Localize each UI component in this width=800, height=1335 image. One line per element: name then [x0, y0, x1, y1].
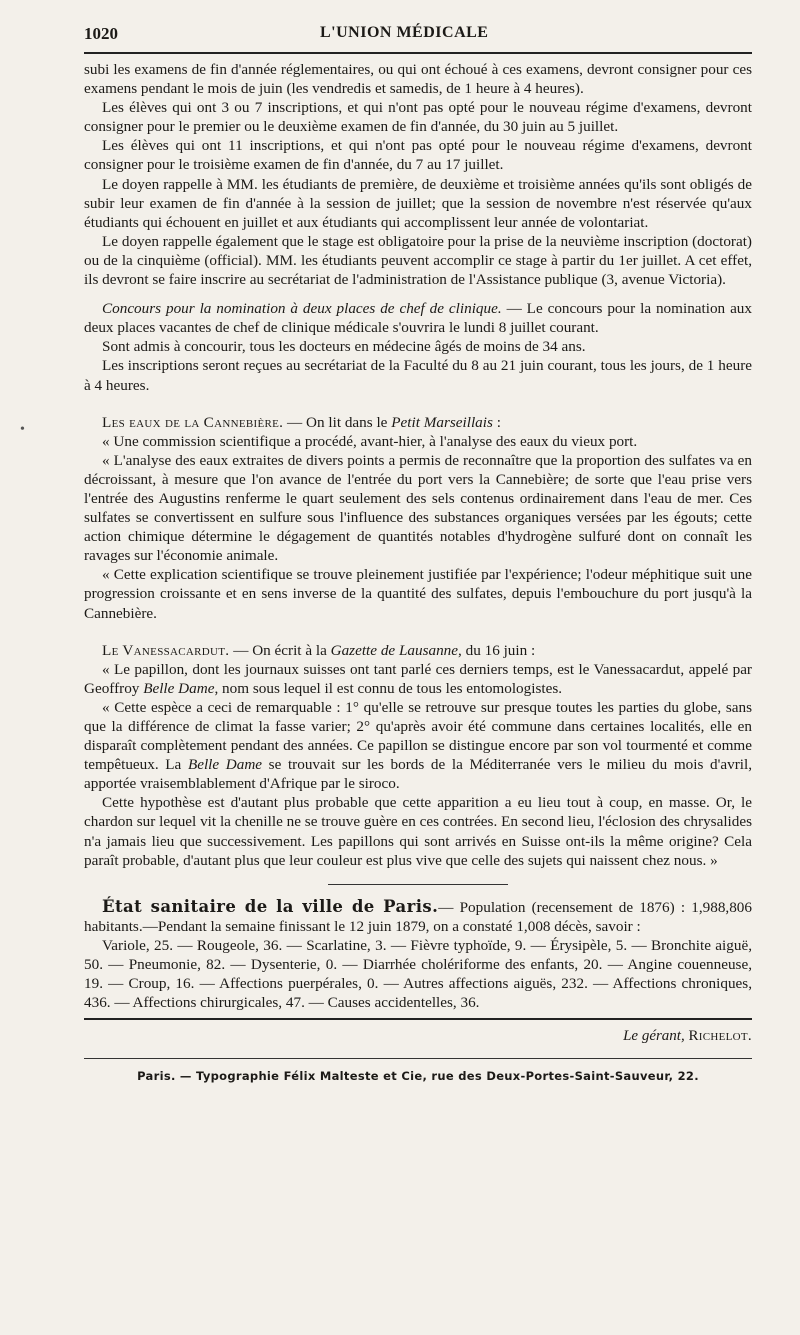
- paragraph-11-inscriptions: Les élèves qui ont 11 inscriptions, et qui n'ont pas opté pour le nouveau régime d'examens, devront consigner pour le troisième examen de fin d'année, du 7 au 17 juillet.: [84, 137, 752, 174]
- paragraph-espece: [84, 698, 752, 793]
- papillon-text-a: « Le papillon, dont les journaux suisses ont tant parlé ces derniers temps, est le Vanessacardut, appelé par Geoffroy: [84, 660, 752, 697]
- paragraph-eaux-heading: [84, 413, 752, 432]
- paragraph-hypothese: Cette hypothèse est d'autant plus probable que cette apparition a eu lieu tout à coup, en masse. Or, le chardon sur lequel vit la chenille ne se trouve guère en ces contrées. En second lieu, l'éclosion des chrysalides n'a jamais lieu que successivement. Les papillons qui sont arrivés en Suisse ont-ils la même origine? Cela paraît probable, d'autant plus que leur couleur est plus vive que celle des sujets qui naissent chez nous. »: [84, 794, 752, 869]
- eaux-colon: :: [492, 413, 501, 431]
- paragraph-concours: [84, 299, 752, 337]
- paragraph-inscriptions: Les inscriptions seront reçues au secrétariat de la Faculté du 8 au 21 juin courant, tous les jours, de 1 heure à 4 heures.: [84, 357, 752, 394]
- eaux-source: Petit Marseillais: [391, 413, 493, 431]
- vanessa-title: Le Vanessacardut.: [102, 641, 230, 659]
- page-header: [84, 18, 752, 52]
- vanessa-date: , du 16 juin :: [458, 641, 536, 659]
- paragraph-doyen-session: Le doyen rappelle à MM. les étudiants de première, de deuxième et troisième années qu'ils sont obligés de subir leur examen de fin d'année à la session de juillet; que la session de novembre n'est réservée qu'aux étudiants qui échouent en juillet et aux étudiants qui accomplissent leur année de volontariat.: [84, 175, 752, 231]
- page-number: 1020: [84, 24, 118, 43]
- etat-title: État sanitaire de la ville de Paris.: [102, 896, 439, 916]
- espece-text-c: se trouvait sur les bords de la Méditerranée vers le milieu du mois d'avril, apportée vraisemblablement d'Afrique par le siroco.: [84, 756, 752, 793]
- paragraph-papillon: [84, 660, 752, 698]
- gerant-label: Le gérant,: [623, 1028, 689, 1045]
- eaux-title: Les eaux de la Cannebière.: [102, 413, 284, 431]
- paragraph-doyen-stage: Le doyen rappelle également que le stage est obligatoire pour la prise de la neuvième inscription (doctorat) ou de la cinquième (official). MM. les étudiants peuvent accomplir ce stage à partir du 1er juillet. A cet effet, ils devront se faire inscrire au secrétariat de l'administration de l'Assistance publique (3, avenue Victoria).: [84, 232, 752, 289]
- gerant-name: Richelot.: [688, 1028, 752, 1045]
- gerant-row: [84, 1018, 752, 1054]
- printer-imprint: Paris. — Typographie Félix Malteste et Cie, rue des Deux-Portes-Saint-Sauveur, 22.: [137, 1069, 699, 1084]
- espece-text-a: « Cette espèce a ceci de remarquable : 1° qu'elle se retrouve sur presque toutes les parties du globe, sans que la différence de climat la fasse varier; 2° qu'après avoir été commune dans certaines localités, elle en disparaît complètement pendant des années. Ce papillon se distingue encore par son vol tourmenté et comme tempêtueux. La: [84, 698, 752, 774]
- paragraph-vanessa-heading: [84, 641, 752, 660]
- gerant-signature: [623, 1028, 752, 1045]
- paragraph-3-7-inscriptions: Les élèves qui ont 3 ou 7 inscriptions, et qui n'ont pas opté pour le nouveau régime d'examens, devront consigner pour le premier ou le deuxième examen de fin d'année, du 30 juin au 5 juillet.: [84, 99, 752, 136]
- paragraph-commission: « Une commission scientifique a procédé, avant-hier, à l'analyse des eaux du vieux port.: [102, 432, 638, 450]
- paragraph-admission: Sont admis à concourir, tous les docteurs en médecine âgés de moins de 34 ans.: [102, 338, 586, 356]
- paragraph-causes-deces: Variole, 25. — Rougeole, 36. — Scarlatine, 3. — Fièvre typhoïde, 9. — Érysipèle, 5. — Bronchite aiguë, 50. — Pneumonie, 82. — Dysenterie, 0. — Diarrhée cholériforme des enfants, 20. — Angine couenneuse, 19. — Croup, 16. — Affections puerpérales, 0. — Autres affections aiguës, 232. — Affections chroniques, 436. — Affections chirurgicales, 47. — Causes accidentelles, 36.: [84, 936, 752, 1012]
- article-body: [84, 60, 752, 1012]
- vanessa-source: Gazette de Lausanne: [330, 641, 459, 659]
- paragraph-explication: « Cette explication scientifique se trouve pleinement justifiée par l'expérience; l'odeur méphitique suit une progression croissante et en sens inverse de la quantité des sulfates, depuis l'embouchure du port jusqu'à la Cannebière.: [84, 566, 752, 622]
- vanessa-intro: — On écrit à la: [229, 641, 331, 659]
- paragraph-etat-sanitaire: [84, 897, 752, 936]
- paragraph-exam-continuation: subi les examens de fin d'année réglementaires, ou qui ont échoué à ces examens, devront consigner pour ces examens pendant le mois de juin (les vendredis et samedis, de 1 heure à 4 heures).: [84, 61, 752, 98]
- footer-rule: [84, 1058, 752, 1059]
- eaux-intro: — On lit dans le: [283, 413, 392, 431]
- belle-dame-name: Belle Dame: [143, 679, 215, 697]
- paragraph-analyse: « L'analyse des eaux extraites de divers points a permis de reconnaître que la proportion des sulfates va en décroissant, à mesure que l'on avance de l'entrée du port vers la Cannebière; de sorte que l'eau prise vers l'entrée des Augustins renferme le quart seulement des sels contenus ordinairement dans l'eau de mer. Ces sulfates se convertissent en sulfure sous l'influence des substances organiques versées par les égouts; cette action chimique détermine le dégagement de quantités notables d'hydrogène sulfuré dont on connaît les ravages sur l'économie animale.: [84, 451, 752, 565]
- running-title: L'UNION MÉDICALE: [320, 24, 489, 41]
- concours-text: — Le concours pour la nomination aux deux places vacantes de chef de clinique médicale s'ouvrira le lundi 8 juillet courant.: [84, 300, 752, 337]
- etat-text: — Population (recensement de 1876) : 1,988,806 habitants.—Pendant la semaine finissant le 12 juin 1879, on a constaté 1,008 décès, savoir :: [84, 898, 752, 935]
- concours-title: Concours pour la nomination à deux places de chef de clinique.: [102, 300, 502, 318]
- margin-mark: •: [20, 422, 25, 437]
- section-separator: [328, 884, 508, 885]
- header-rule: [84, 52, 752, 54]
- papillon-text-c: , nom sous lequel il est connu de tous les entomologistes.: [214, 679, 563, 697]
- belle-dame-name-2: Belle Dame: [187, 756, 263, 774]
